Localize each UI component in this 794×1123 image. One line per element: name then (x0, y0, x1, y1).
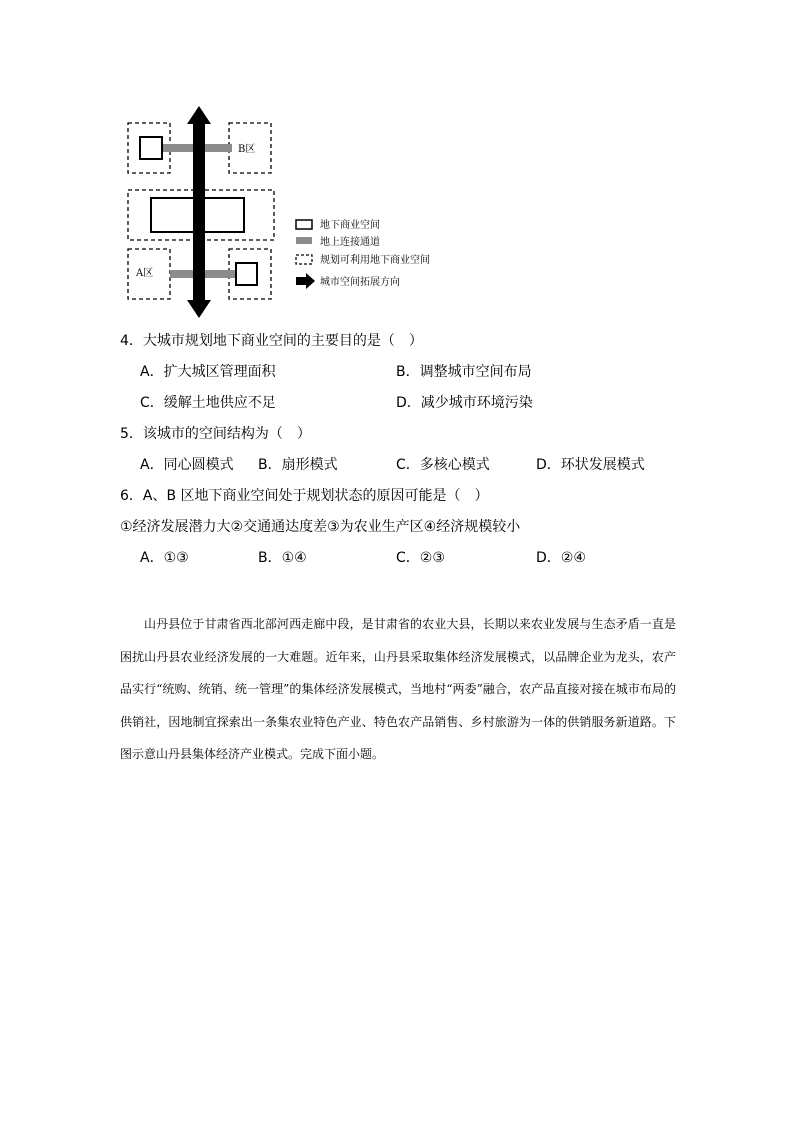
legend-item-underground: 地下商业空间 (320, 220, 380, 231)
question-6-stem: 6．A、B 区地下商业空间处于规划状态的原因可能是（ ） (120, 488, 489, 504)
question-6-statement: ①经济发展潜力大②交通通达度差③为农业生产区④经济规模较小 (120, 519, 521, 535)
zone-b-label: B区 (238, 144, 256, 155)
solid-box-icon (296, 220, 312, 229)
arrow-down-icon (187, 300, 211, 318)
question-6-option-d[interactable]: D．②④ (536, 550, 586, 566)
passage-text: 山丹县位于甘肃省西北部河西走廊中段，是甘肃省的农业大县，长期以来农业发展与生态矛盾一直是困扰山丹县农业经济发展的一大难题。近年来，山丹县采取集体经济发展模式，以品牌企业为龙头，农产品实行“统购、统销、统一管理”的集体经济发展模式，当地村“两委”融合，农产品直接对接在城市布局的供销社，因地制宜探索出一条集农业特色产业、特色农产品销售、乡村旅游为一体的供销服务新道路。下图示意山丹县集体经济产业模式。完成下面小题。 (120, 617, 676, 761)
question-5-stem: 5．该城市的空间结构为（ ） (120, 426, 311, 442)
question-5-option-d[interactable]: D．环状发展模式 (536, 457, 645, 473)
reading-passage (120, 608, 676, 771)
question-5-option-b[interactable]: B．扇形模式 (258, 457, 338, 473)
question-6-option-a[interactable]: A．①③ (140, 550, 189, 566)
gray-bar-icon (296, 237, 312, 244)
arrow-up-icon (187, 106, 211, 124)
legend (296, 218, 430, 289)
arrow-right-icon (296, 273, 315, 289)
question-6-option-b[interactable]: B．①④ (258, 550, 307, 566)
city-structure-figure (120, 104, 440, 320)
question-5-option-c[interactable]: C．多核心模式 (396, 457, 490, 473)
question-4-option-b[interactable]: B．调整城市空间布局 (396, 364, 532, 380)
zone-a-label: A区 (136, 268, 154, 279)
dashed-box-icon (296, 255, 312, 264)
legend-item-planned: 规划可利用地下商业空间 (320, 255, 430, 266)
legend-item-channel: 地上连接通道 (320, 237, 380, 248)
expansion-axis (193, 121, 205, 303)
question-4-option-a[interactable]: A．扩大城区管理面积 (140, 364, 276, 380)
legend-item-expansion: 城市空间拓展方向 (320, 277, 400, 288)
question-4-option-d[interactable]: D．减少城市环境污染 (396, 395, 533, 411)
underground-space-top-left (140, 137, 162, 159)
underground-space-bottom-right (236, 263, 257, 285)
question-4-stem: 4．大城市规划地下商业空间的主要目的是（ ） (120, 333, 423, 349)
question-5-option-a[interactable]: A．同心圆模式 (140, 457, 234, 473)
question-4-option-c[interactable]: C．缓解土地供应不足 (140, 395, 276, 411)
city-structure-diagram (120, 104, 440, 320)
question-6-option-c[interactable]: C．②③ (396, 550, 445, 566)
